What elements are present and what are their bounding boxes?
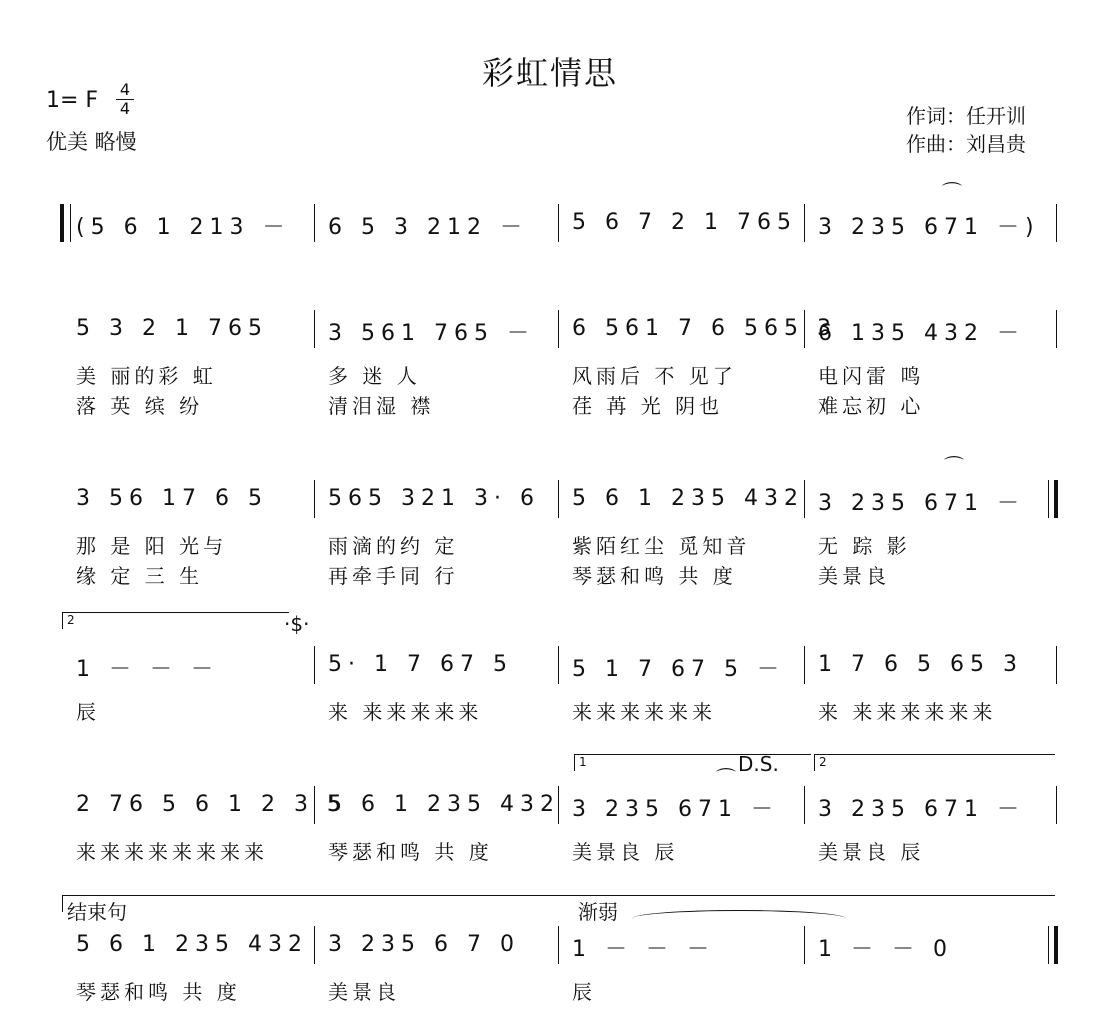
barline [804,926,805,964]
ending-bracket [62,895,1055,924]
notes-line [62,316,1058,346]
barline [804,310,805,348]
lyric-text: 那 是 阳 光与 [76,534,228,558]
barline [804,646,805,684]
notes-line [62,486,1058,516]
barline [314,786,315,824]
barline [558,646,559,684]
lyric-text: 辰 [572,980,596,1004]
end-barline [1056,646,1057,684]
measure-notes: 2 76 5 6 1 2 3 5 [76,792,347,817]
repeat-start-barline [60,204,71,242]
ds-mark: D.S. [738,752,779,776]
fermata-mark: ⌒ [716,766,736,790]
notes-line [62,652,1058,682]
lyric-text: 多 迷 人 [328,364,421,388]
lyric-text: 来 来来来来来来 [818,700,997,724]
barline [804,786,805,824]
notes-line [62,210,1058,240]
end-barline [1048,480,1058,518]
lyric-text: 清泪湿 襟 [328,394,435,418]
measure-notes: 5 6 1 235 432 [76,932,308,957]
decrescendo-slur [632,910,846,927]
notes-line [62,932,1058,962]
measure-notes: 3 235 671 － [818,797,1025,822]
measure-notes: 5 1 7 67 5 － [572,657,785,682]
diminuendo-mark: 渐弱 [578,900,618,924]
barline [558,310,559,348]
lyric-line [62,530,1058,556]
measure-notes: 1 － － － [572,937,715,962]
measure-notes: 5 6 7 2 1 765 [572,210,797,235]
barline [558,926,559,964]
measure-notes: 5· 1 7 67 5 [328,652,513,677]
lyric-text: 美景良 辰 [572,840,679,864]
measure-notes: 6 561 7 6 565 3 [572,316,837,341]
fermata-mark: ⌒ [944,454,964,478]
lyric-line [62,976,1058,1002]
time-signature [116,82,134,117]
measure-notes: 3 235 671 －) [818,215,1040,240]
lyricist-credit: 作词：任开训 [906,104,1026,128]
lyric-text: 美景良 [818,564,890,588]
measure-notes: 6 5 3 212 － [328,215,528,240]
measure-notes: 5 6 1 235 432 [572,486,804,511]
lyric-line [62,836,1058,862]
lyric-text: 琴瑟和鸣 共 度 [76,980,241,1004]
measure-notes: 1 － － 0 [818,937,953,962]
barline [804,204,805,242]
lyric-text: 琴瑟和鸣 共 度 [328,840,493,864]
lyric-text: 琴瑟和鸣 共 度 [572,564,737,588]
measure-notes: 5 6 1 235 432 [328,792,560,817]
lyric-text: 美景良 [328,980,400,1004]
measure-notes: 3 56 17 6 5 [76,486,268,511]
barline [314,204,315,242]
lyric-line [62,360,1058,386]
lyric-text: 美 丽的彩 虹 [76,364,217,388]
lyric-text: 无 踪 影 [818,534,911,558]
volta-number: 2 [819,755,827,769]
lyric-text: 难忘初 心 [818,394,925,418]
lyric-text: 来来来来来来 [572,700,716,724]
lyric-text: 电闪雷 鸣 [818,364,925,388]
lyric-text: 紫陌红尘 觅知音 [572,534,751,558]
barline [558,786,559,824]
fermata-mark: ⌒ [942,180,962,204]
barline [558,204,559,242]
measure-notes: 6 135 432 － [818,321,1025,346]
lyric-text: 缘 定 三 生 [76,564,204,588]
volta-number: 2 [67,613,75,627]
end-barline [1048,926,1058,964]
measure-notes: 3 235 6 7 0 [328,932,520,957]
end-barline [1056,310,1057,348]
lyric-text: 再牵手同 行 [328,564,459,588]
measure-notes: 565 321 3· 6 [328,486,540,511]
volta-number: 1 [579,755,587,769]
barline [314,646,315,684]
measure-notes: 1 － － － [76,657,219,682]
song-title: 彩虹情思 [481,54,618,92]
time-signature-bottom: 4 [119,99,131,118]
barline [314,480,315,518]
end-barline [1056,786,1057,824]
time-signature-top: 4 [119,80,131,99]
key-signature: 1= F [46,88,99,113]
end-barline [1056,204,1057,242]
barline [804,480,805,518]
barline [314,310,315,348]
lyric-text: 辰 [76,700,100,724]
notes-line [62,792,1058,822]
lyric-text: 雨滴的约 定 [328,534,459,558]
lyric-text: 美景良 辰 [818,840,925,864]
measure-notes: 3 235 671 － [818,491,1025,516]
lyric-line [62,696,1058,722]
tempo-marking: 优美 略慢 [46,130,137,154]
volta-bracket-2 [62,612,289,629]
lyric-text: 荏 苒 光 阴也 [572,394,724,418]
measure-notes: (5 6 1 213 － [76,215,291,240]
composer-credit: 作曲：刘昌贵 [906,132,1026,156]
segno-mark: ·$· [284,612,310,636]
measure-notes: 3 561 765 － [328,321,535,346]
lyric-text: 风雨后 不 见了 [572,364,737,388]
ending-label: 结束句 [67,900,127,924]
barline [558,480,559,518]
measure-notes: 5 3 2 1 765 [76,316,268,341]
lyric-line [62,560,1058,586]
volta-bracket-2b [814,754,1055,771]
barline [314,926,315,964]
lyric-line [62,390,1058,416]
measure-notes: 1 7 6 5 65 3 [818,652,1023,677]
measure-notes: 3 235 671 － [572,797,779,822]
lyric-text: 落 英 缤 纷 [76,394,204,418]
lyric-text: 来 来来来来来 [328,700,483,724]
lyric-text: 来来来来来来来来 [76,840,268,864]
